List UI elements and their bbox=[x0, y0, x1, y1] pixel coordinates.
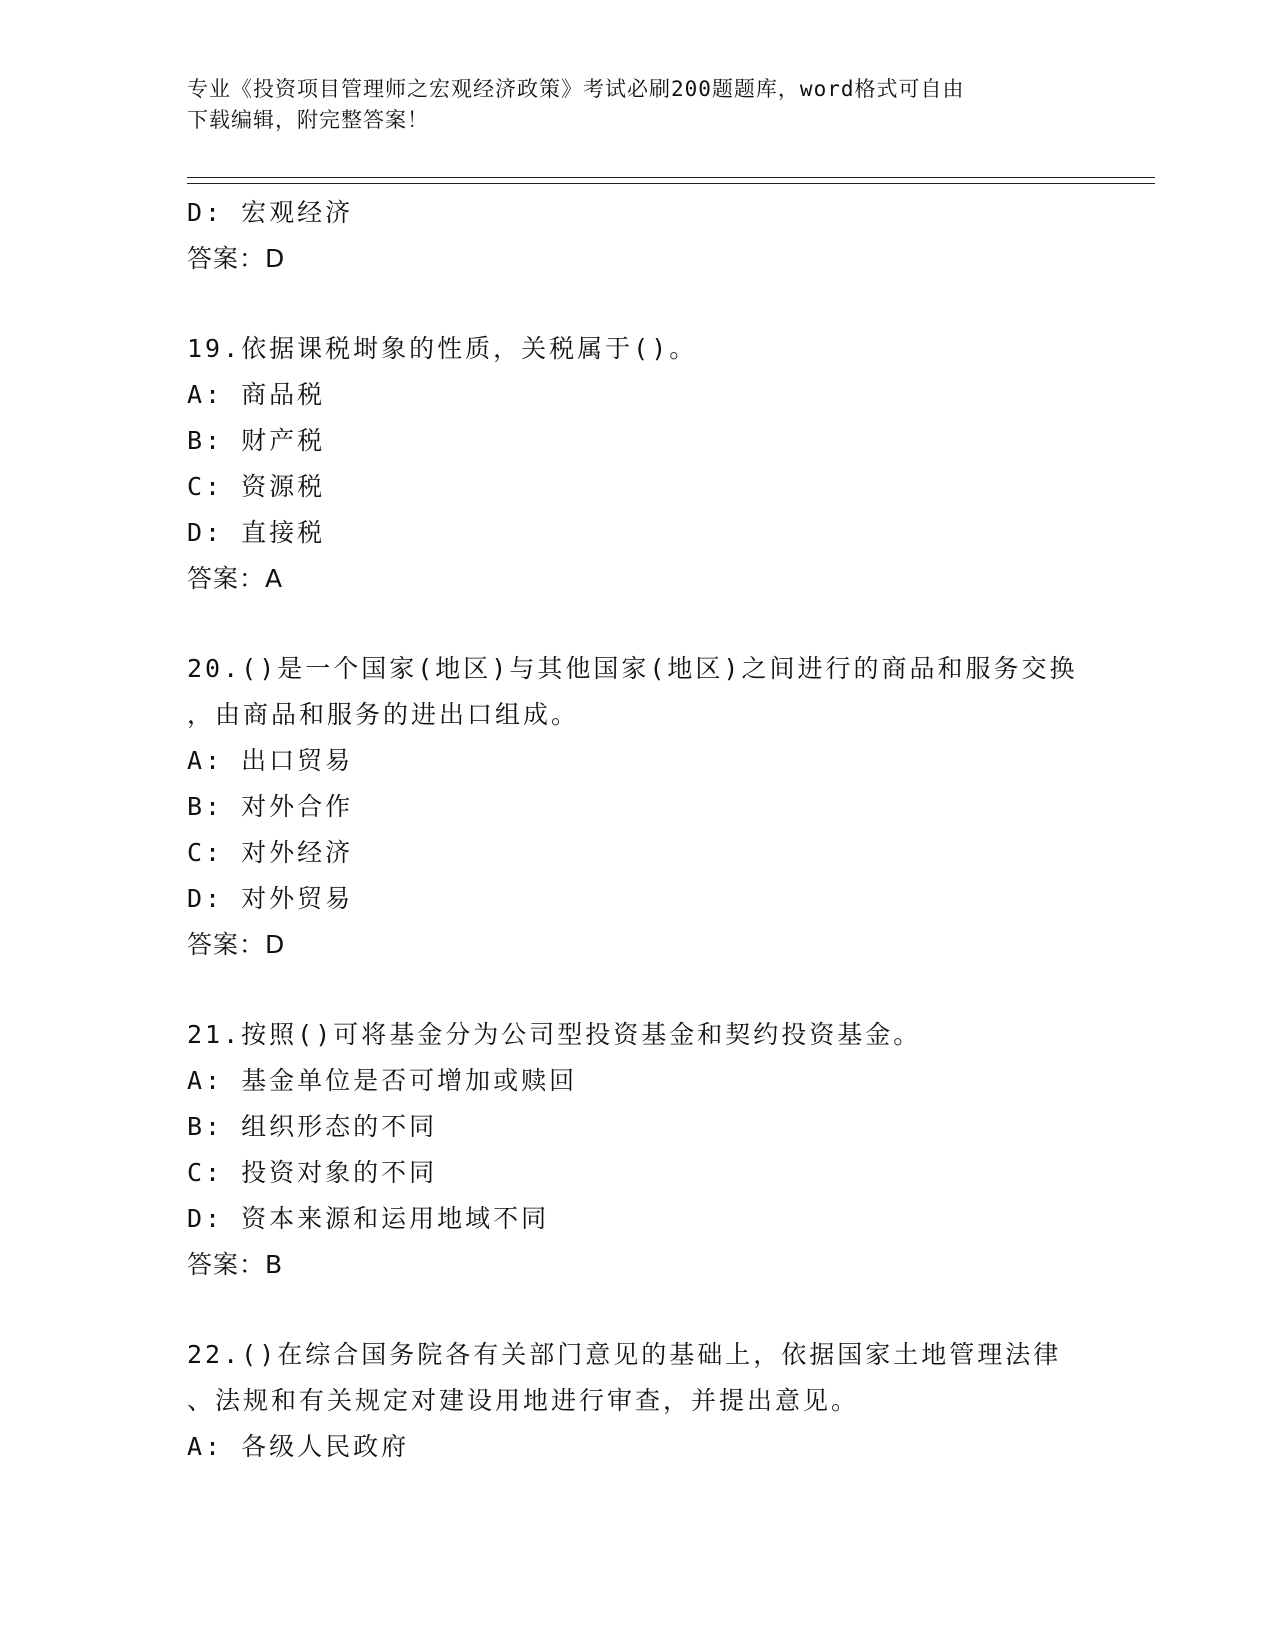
document-header bbox=[187, 74, 1087, 136]
option-c: C: 对外经济 bbox=[187, 838, 354, 867]
option-c: C: 投资对象的不同 bbox=[187, 1158, 438, 1187]
question-stem: 21.按照()可将基金分为公司型投资基金和契约投资基金。 bbox=[187, 1020, 922, 1049]
option-b: B: 财产税 bbox=[187, 426, 326, 455]
option-a: A: 商品税 bbox=[187, 380, 326, 409]
option-d: D: 资本来源和运用地域不同 bbox=[187, 1204, 550, 1233]
header-line-1: 专业《投资项目管理师之宏观经济政策》考试必刷200题题库，word格式可自由 bbox=[187, 77, 965, 101]
header-rule-top bbox=[187, 177, 1155, 178]
answer: 答案：D bbox=[187, 930, 286, 959]
question-20 bbox=[187, 646, 1087, 968]
option-a: A: 基金单位是否可增加或赎回 bbox=[187, 1066, 578, 1095]
question-stem: 19.依据课税埘象的性质，关税属于()。 bbox=[187, 334, 698, 363]
option-a: A: 出口贸易 bbox=[187, 746, 354, 775]
header-rule-bottom bbox=[187, 183, 1155, 184]
question-21 bbox=[187, 1012, 1087, 1288]
answer: 答案：B bbox=[187, 1250, 284, 1279]
option-c: C: 资源税 bbox=[187, 472, 326, 501]
question-stem-line-2: ，由商品和服务的进出口组成。 bbox=[187, 700, 580, 729]
question-18-tail bbox=[187, 190, 1087, 282]
option-d: D: 对外贸易 bbox=[187, 884, 354, 913]
option-b: B: 对外合作 bbox=[187, 792, 354, 821]
question-stem-line-2: 、法规和有关规定对建设用地进行审查，并提出意见。 bbox=[187, 1386, 860, 1415]
question-19 bbox=[187, 326, 1087, 602]
question-stem-line-1: 20.()是一个国家(地区)与其他国家(地区)之间进行的商品和服务交换 bbox=[187, 654, 1078, 683]
question-stem-line-1: 22.()在综合国务院各有关部门意见的基础上，依据国家土地管理法律 bbox=[187, 1340, 1062, 1369]
option-a: A: 各级人民政府 bbox=[187, 1432, 410, 1461]
option-b: B: 组织形态的不同 bbox=[187, 1112, 438, 1141]
header-line-2: 下载编辑，附完整答案！ bbox=[187, 108, 429, 132]
question-22 bbox=[187, 1332, 1087, 1470]
question-list bbox=[187, 190, 1087, 1470]
option-d: D: 直接税 bbox=[187, 518, 326, 547]
answer: 答案：D bbox=[187, 244, 286, 273]
answer: 答案：A bbox=[187, 564, 284, 593]
option-d: D: 宏观经济 bbox=[187, 198, 354, 227]
